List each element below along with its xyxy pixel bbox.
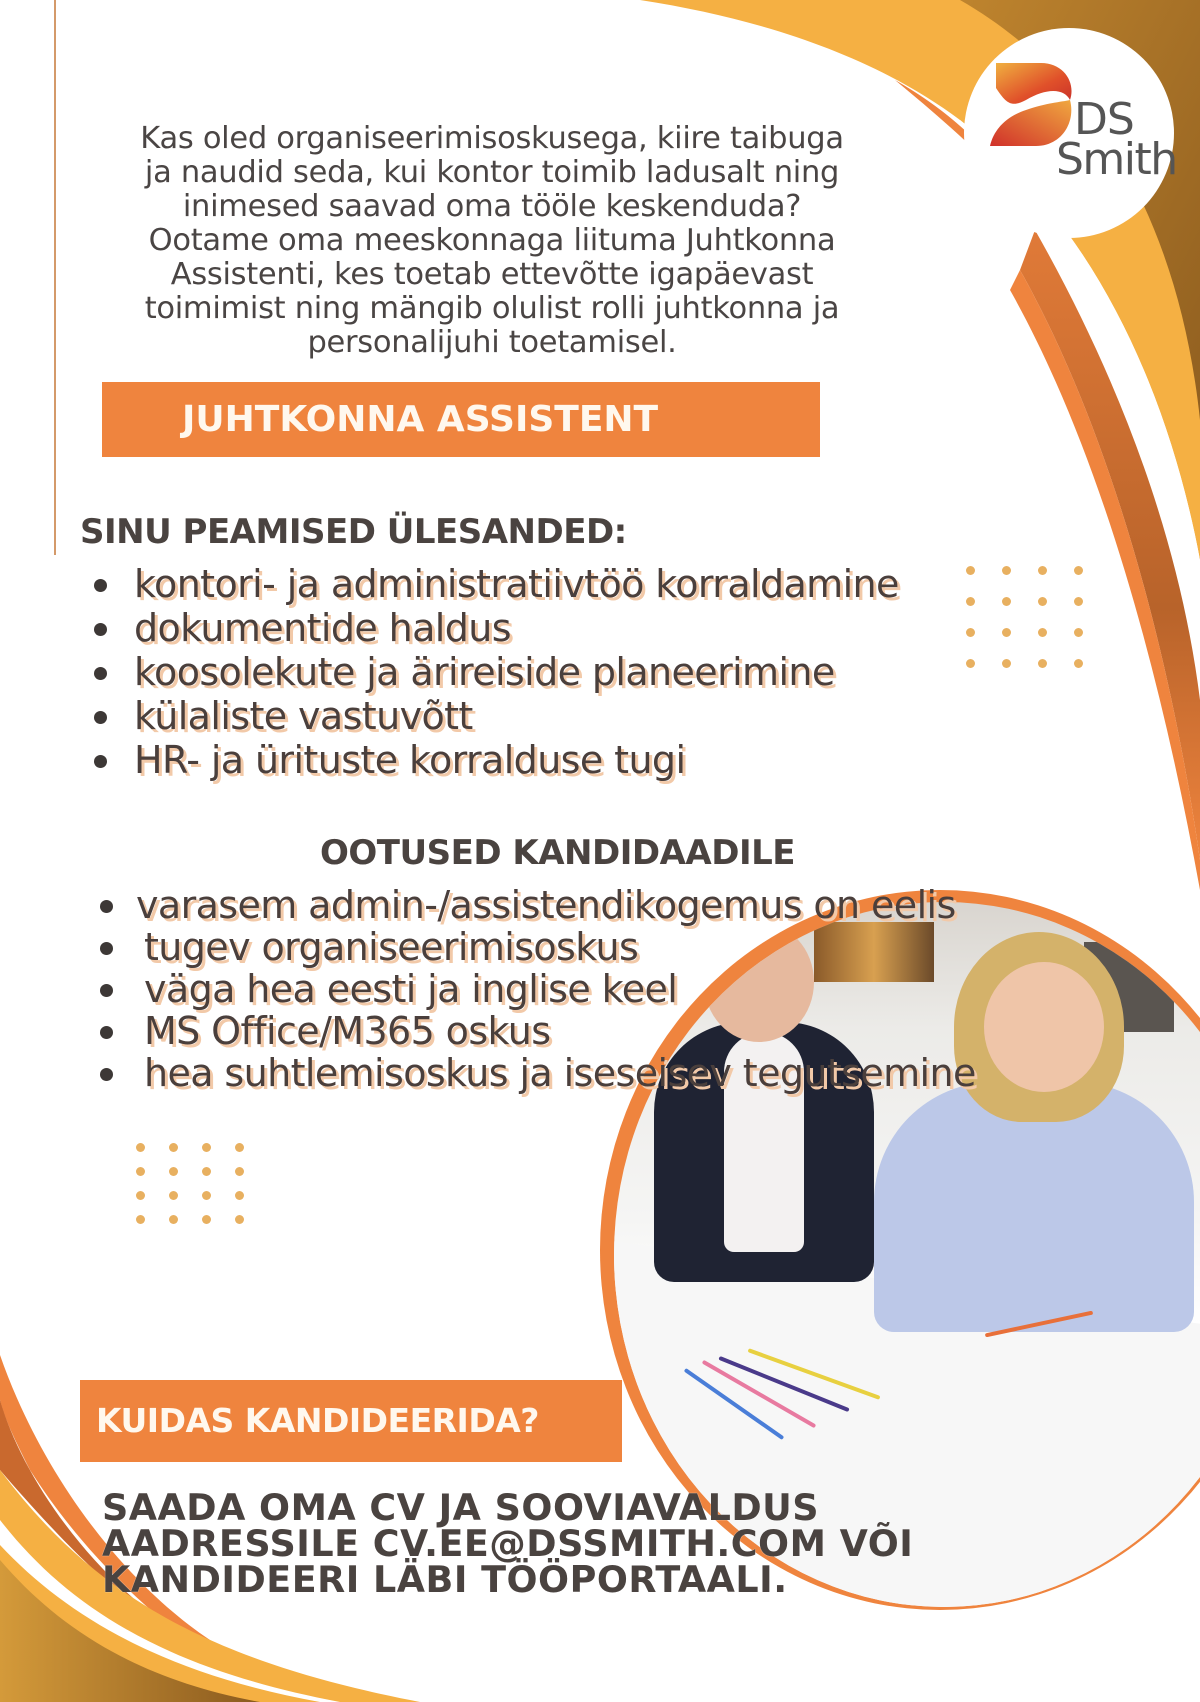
cta-line: SAADA OMA CV JA SOOVIAVALDUS [102, 1486, 820, 1529]
how-to-apply-banner [80, 1380, 622, 1462]
task-text: dokumentide haldus [134, 606, 511, 650]
intro-line: personalijuhi toetamisel. [307, 325, 677, 360]
intro-line: toimimist ning mängib olulist rolli juhtkonna ja [144, 291, 840, 326]
logo-text-ds: DS [1074, 94, 1134, 145]
bullet-icon [94, 623, 107, 636]
expectation-item [100, 968, 976, 1010]
bullet-icon [100, 1068, 113, 1081]
decorative-dot-grid-right [966, 566, 1083, 668]
task-text: HR- ja ürituste korralduse tugi [134, 738, 686, 782]
intro-line: inimesed saavad oma tööle keskenduda? [182, 189, 802, 224]
bullet-icon [94, 667, 107, 680]
bullet-icon [94, 755, 107, 768]
cta-line: KANDIDEERI LÄBI TÖÖPORTAALI. [102, 1558, 788, 1601]
expectation-text: väga hea eesti ja inglise keel [144, 967, 678, 1011]
tasks-list [94, 562, 899, 782]
position-title-banner [102, 382, 820, 457]
intro-line: ja naudid seda, kui kontor toimib ladusalt ning [144, 155, 840, 190]
expectations-heading: OOTUSED KANDIDAADILE [320, 833, 795, 873]
intro-line: Ootame oma meeskonnaga liituma Juhtkonna [148, 223, 836, 258]
intro-paragraph [62, 122, 922, 360]
application-instructions [102, 1486, 914, 1601]
task-item [94, 694, 899, 738]
ds-smith-logo [964, 28, 1177, 238]
bullet-icon [94, 711, 107, 724]
task-item [94, 738, 899, 782]
expectation-item [100, 926, 976, 968]
cta-line-email[interactable]: AADRESSILE CV.EE@DSSMITH.COM VÕI [102, 1522, 914, 1565]
bullet-icon [100, 900, 113, 913]
task-item [94, 650, 899, 694]
intro-line: Kas oled organiseerimisoskusega, kiire taibuga [140, 121, 844, 156]
expectations-list [100, 884, 976, 1094]
task-item [94, 606, 899, 650]
bullet-icon [100, 942, 113, 955]
ds-smith-wordmark [1056, 94, 1177, 185]
expectation-item [100, 884, 976, 926]
decorative-dot-grid-left [136, 1143, 245, 1224]
expectation-text: hea suhtlemisoskus ja iseseisev tegutsemine [144, 1051, 976, 1095]
tasks-heading: SINU PEAMISED ÜLESANDED: [80, 512, 627, 552]
bullet-icon [94, 579, 107, 592]
expectation-item [100, 1052, 976, 1094]
how-to-apply-heading: KUIDAS KANDIDEERIDA? [96, 1401, 539, 1440]
expectation-text: tugev organiseerimisoskus [144, 925, 639, 969]
position-title: JUHTKONNA ASSISTENT [182, 399, 659, 440]
intro-line: Assistenti, kes toetab ettevõtte igapäevast [170, 257, 814, 292]
expectation-text: MS Office/M365 oskus [144, 1009, 551, 1053]
vertical-accent-line [54, 0, 56, 555]
expectation-item [100, 1010, 976, 1052]
bullet-icon [100, 1026, 113, 1039]
task-text: külaliste vastuvõtt [134, 694, 473, 738]
task-item [94, 562, 899, 606]
bullet-icon [100, 984, 113, 997]
expectation-text: varasem admin-/assistendikogemus on eelis [136, 883, 956, 927]
task-text: kontori- ja administratiivtöö korraldamine [134, 562, 899, 606]
logo-text-smith: Smith [1056, 133, 1177, 185]
task-text: koosolekute ja ärireiside planeerimine [134, 650, 835, 694]
